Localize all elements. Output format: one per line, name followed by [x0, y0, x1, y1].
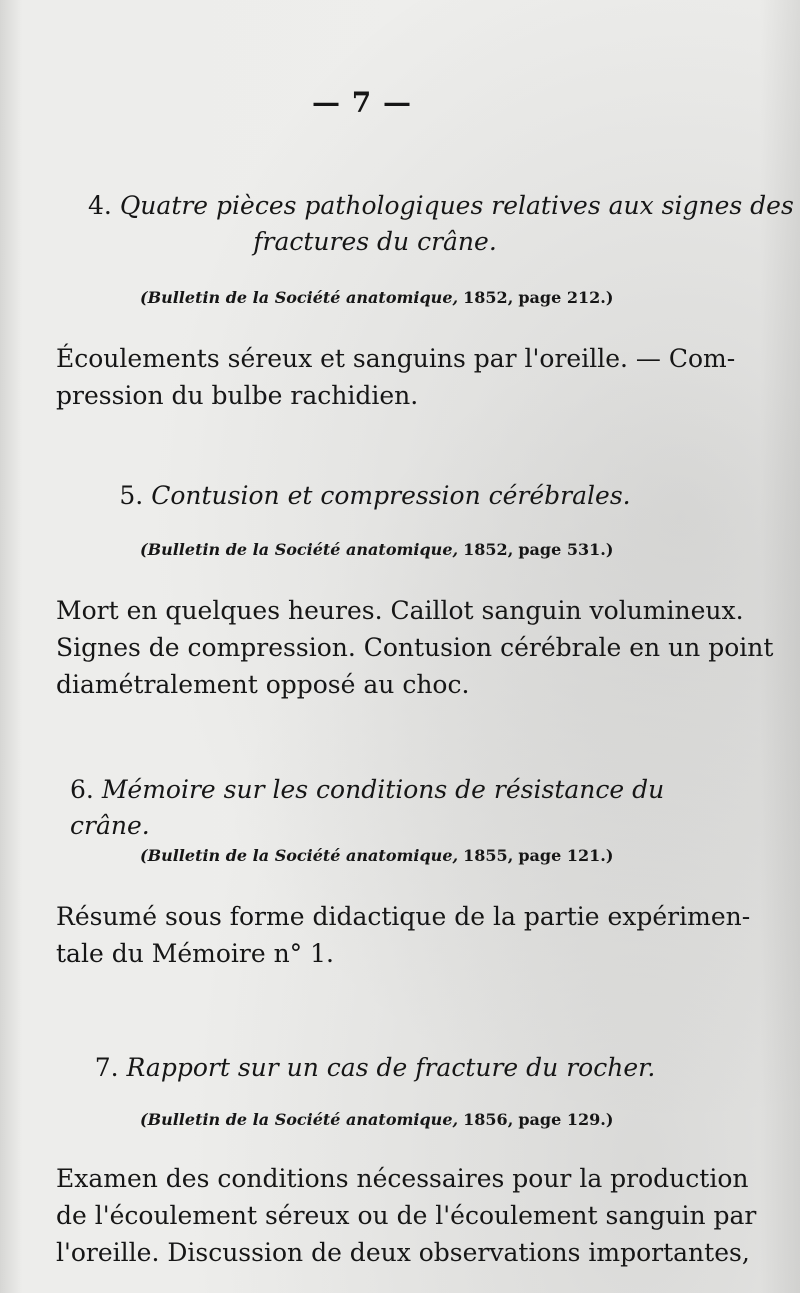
entry-7-number: 7. [94, 1053, 119, 1082]
page-number: — 7 — [312, 86, 412, 119]
entry-6-reference: (Bulletin de la Société anatomique, 1855, page 121.) [140, 846, 614, 865]
entry-6-title-text: Mémoire sur les conditions de résistance du crâne. [70, 775, 665, 840]
entry-6-number: 6. [70, 775, 94, 804]
entry-7-title-text: Rapport sur un cas de fracture du rocher. [126, 1053, 656, 1082]
entry-5-body: Mort en quelques heures. Caillot sanguin volumineux. Signes de compression. Contusion cérébrale en un point diamétralement opposé au choc. [56, 596, 774, 699]
entry-4-title-line1: Quatre pièces pathologiques relatives aux signes des [119, 191, 794, 220]
entry-7-title [88, 1050, 662, 1086]
entry-4-title-line2: fractures du crâne. [253, 227, 497, 256]
entry-4-title [88, 188, 794, 260]
entry-7-reference: (Bulletin de la Société anatomique, 1856, page 129.) [140, 1110, 614, 1129]
entry-6-title [70, 772, 670, 844]
entry-6-body: Résumé sous forme didactique de la partie expérimen- tale du Mémoire n° 1. [56, 902, 751, 968]
entry-4-body: Écoulements séreux et sanguins par l'oreille. — Com- pression du bulbe rachidien. [56, 344, 736, 410]
entry-5-number: 5. [119, 481, 144, 510]
entry-4-reference: (Bulletin de la Société anatomique, 1852, page 212.) [140, 288, 614, 307]
entry-5-reference: (Bulletin de la Société anatomique, 1852, page 531.) [140, 540, 614, 559]
entry-5-title [88, 478, 662, 514]
entry-7-body: Examen des conditions nécessaires pour la production de l'écoulement séreux ou de l'écoulement sanguin par l'oreille. Discussion de deux observations importantes, [56, 1164, 757, 1267]
entry-5-title-text: Contusion et compression cérébrales. [151, 481, 631, 510]
entry-4-number: 4. [88, 191, 112, 220]
